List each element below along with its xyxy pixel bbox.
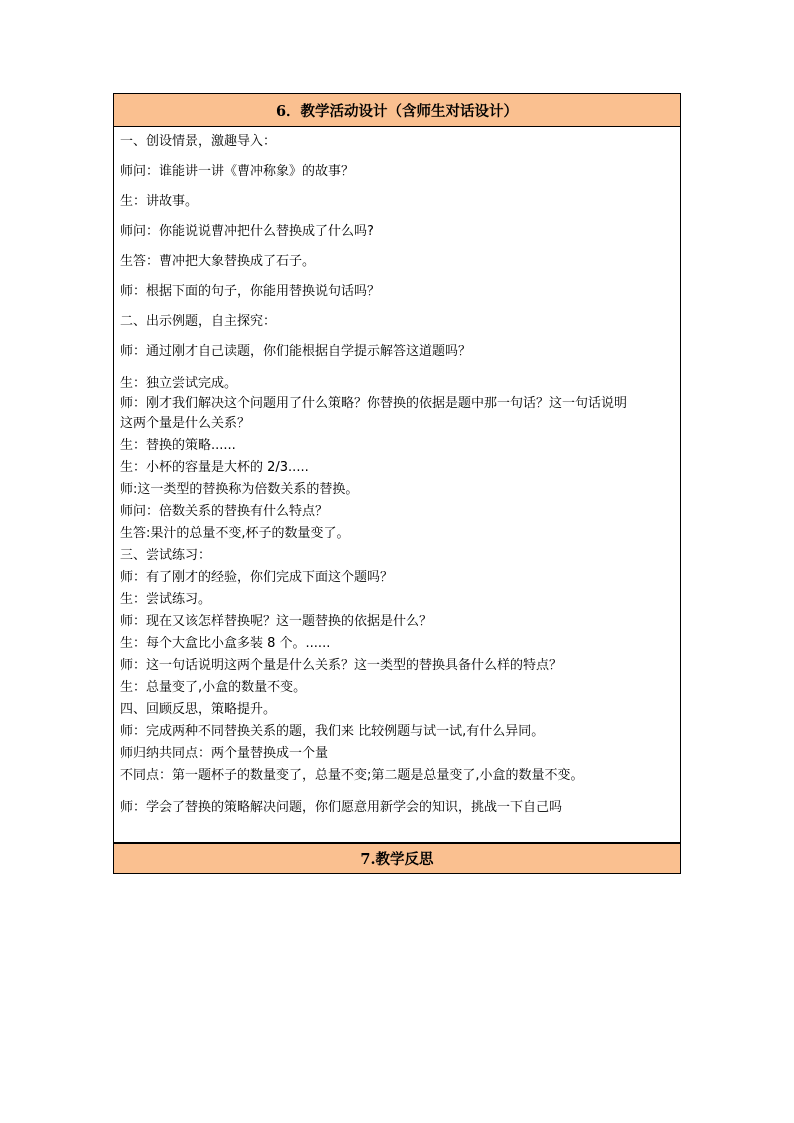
section-6-title: 6．教学活动设计（含师生对话设计）	[275, 102, 519, 120]
content-line: 生：小杯的容量是大杯的 2/3.....	[120, 460, 309, 475]
content-line: 二、出示例题，自主探究：	[120, 314, 277, 329]
content-line: 生：总量变了,小盒的数量不变。	[120, 680, 307, 695]
content-line: 生答：曹冲把大象替换成了石子。	[120, 254, 316, 269]
content-line: 师：这一句话说明这两个量是什么关系？这一类型的替换具备什么样的特点？	[120, 658, 563, 673]
content-line: 生：尝试练习。	[120, 592, 212, 607]
content-line: 不同点：第一题杯子的数量变了，总量不变;第二题是总量变了,小盒的数量不变。	[120, 768, 584, 783]
section-6-content	[114, 127, 680, 843]
content-line: 三、尝试练习：	[120, 548, 212, 563]
content-line: 师：通过刚才自己读题，你们能根据自学提示解答这道题吗？	[120, 344, 472, 359]
content-line: 师:这一类型的替换称为倍数关系的替换。	[120, 482, 359, 497]
content-line: 生：替换的策略......	[120, 438, 236, 453]
content-line: 四、回顾反思，策略提升。	[120, 702, 277, 717]
content-line: 一、创设情景，激趣导入：	[120, 134, 277, 149]
content-line: 师：学会了替换的策略解决问题，你们愿意用新学会的知识，挑战一下自己吗	[120, 800, 563, 815]
section-6-header	[114, 94, 680, 127]
content-line: 师：刚才我们解决这个问题用了什么策略？你替换的依据是题中那一句话？这一句话说明	[120, 396, 628, 411]
lesson-table	[113, 93, 681, 844]
content-line: 师：现在又该怎样替换呢？这一题替换的依据是什么？	[120, 614, 433, 629]
content-line: 生：讲故事。	[120, 194, 199, 209]
content-line: 这两个量是什么关系？	[120, 416, 251, 431]
content-line: 师问：谁能讲一讲《曹冲称象》的故事？	[120, 164, 355, 179]
content-line: 师：完成两种不同替换关系的题，我们来 比较例题与试一试,有什么异同。	[120, 724, 545, 739]
content-line: 生：每个大盒比小盒多装 8 个。......	[120, 636, 331, 651]
content-line: 师问：倍数关系的替换有什么特点？	[120, 504, 329, 519]
content-line: 生：独立尝试完成。	[120, 376, 238, 391]
section-7-title: 7.教学反思	[360, 851, 434, 868]
content-line: 师：根据下面的句子，你能用替换说句话吗？	[120, 284, 381, 299]
content-line: 师归纳共同点：两个量替换成一个量	[120, 746, 329, 761]
content-line: 师问：你能说说曹冲把什么替换成了什么吗?	[120, 224, 374, 239]
section-7-header	[113, 843, 681, 874]
content-line: 生答:果汁的总量不变,杯子的数量变了。	[120, 526, 350, 541]
content-line: 师：有了刚才的经验，你们完成下面这个题吗？	[120, 570, 394, 585]
